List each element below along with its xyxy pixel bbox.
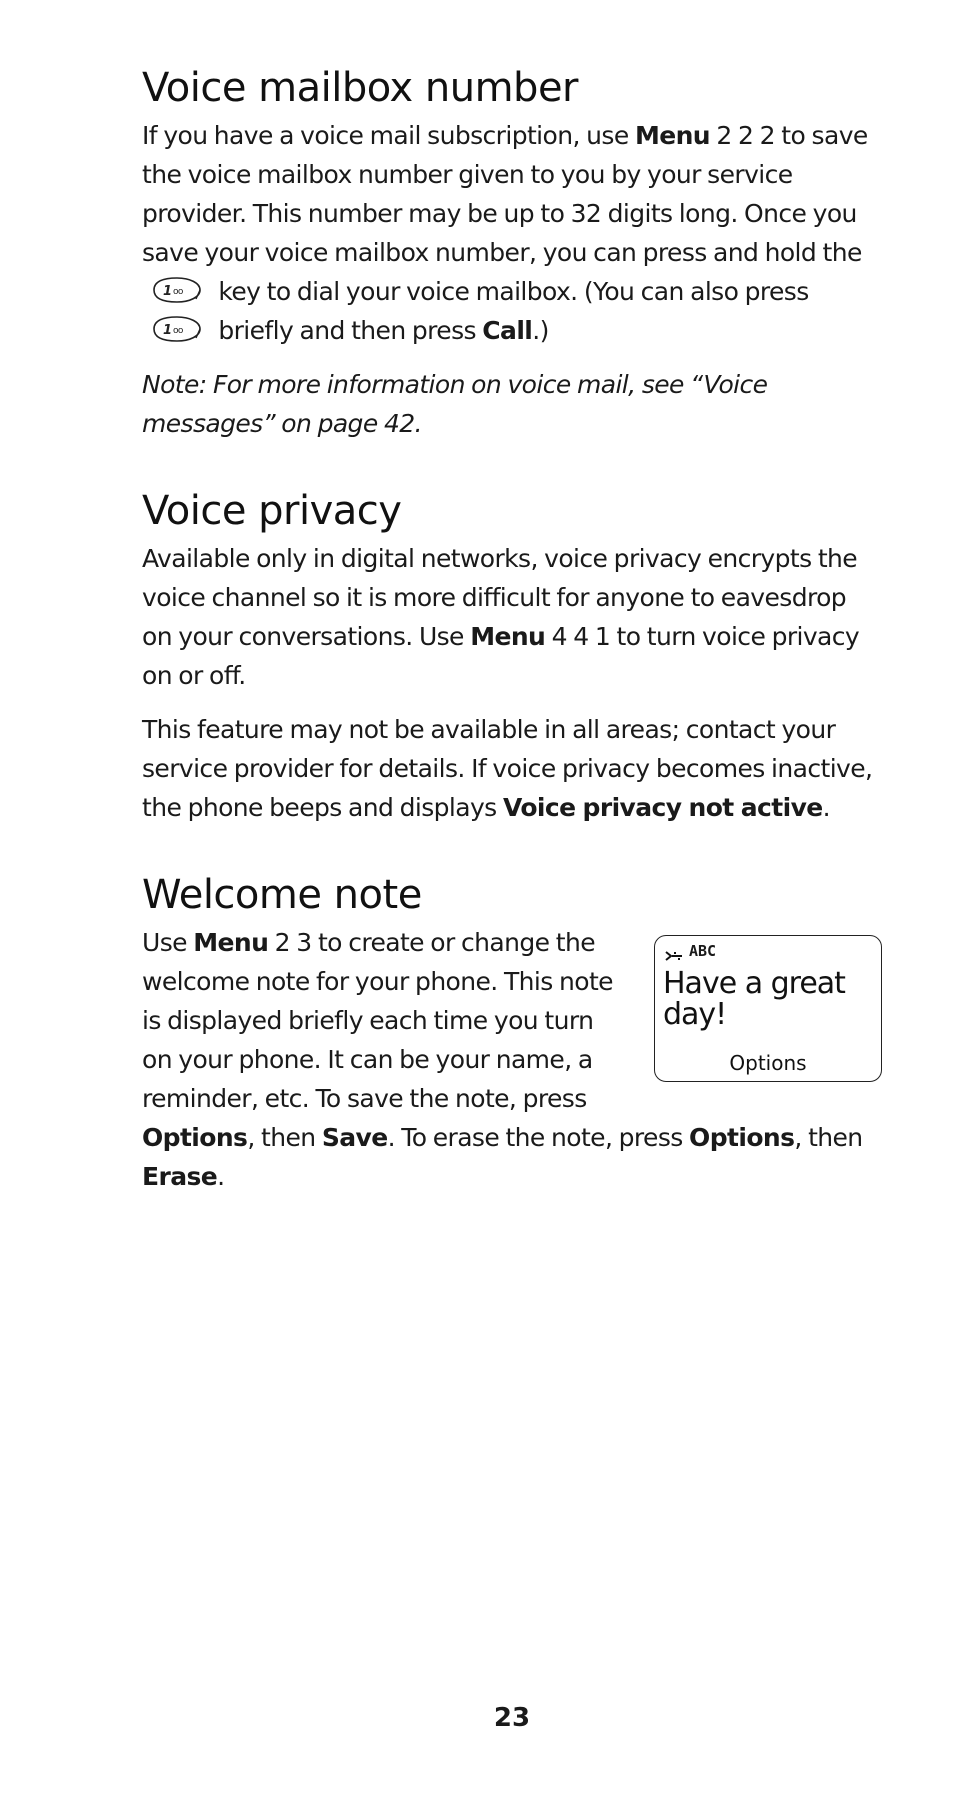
welcome-note-heading: Welcome note: [142, 872, 422, 918]
voicemail-key-icon: [150, 314, 204, 344]
key-digit: 1: [163, 323, 172, 338]
welcome-message-display: Have a great day!: [663, 966, 845, 1032]
menu-keyword: Menu: [470, 622, 546, 651]
voice-privacy-paragraph-1: Available only in digital networks, voice privacy encrypts the voice channel so it is more difficult for anyone to eavesdrop on your conversations. Use Menu 4 4 1 to turn voice privacy on or off.: [142, 544, 860, 690]
menu-keyword: Menu: [634, 121, 710, 150]
voice-mailbox-section: [142, 60, 882, 443]
welcome-note-paragraph: Use Menu 2 3 to create or change the welcome note for your phone. This note is displayed briefly each time you turn on your phone. It can be your name, a reminder, etc. To save the note, press Options, then Save. To erase the note, press Options, then Erase.: [142, 928, 863, 1191]
voice-privacy-section: [142, 483, 882, 827]
welcome-note-content: [142, 923, 882, 1196]
svg-text:oo: oo: [173, 287, 183, 297]
voicemail-key-icon: [150, 275, 204, 305]
welcome-note-section: [142, 867, 882, 1196]
voice-privacy-paragraph-2: This feature may not be available in all areas; contact your service provider for details. If voice privacy becomes inactive, the phone beeps and displays Voice privacy not active.: [142, 715, 873, 822]
page-number: 23: [493, 1703, 531, 1733]
voice-privacy-heading: Voice privacy: [142, 488, 402, 534]
phone-status-bar: [665, 942, 716, 960]
signal-icon: [665, 947, 683, 957]
manual-page: [142, 60, 882, 1211]
input-mode-indicator: ABC: [689, 942, 717, 960]
svg-text:oo: oo: [173, 326, 183, 336]
phone-display-illustration: [654, 935, 882, 1082]
key-digit: 1: [163, 284, 172, 299]
erase-keyword: Erase: [142, 1162, 218, 1191]
options-softkey: Options: [729, 1051, 807, 1075]
voice-mailbox-paragraph: If you have a voice mail subscription, use Menu 2 2 2 to save the voice mailbox number given to you by your service provider. This number may be up to 32 digits long. Once you save your voice mailbox number, you can press and hold the 1 oo key to dial your voice mailbox. (You can also press 1 oo briefly and then press Call.): [142, 121, 868, 345]
save-keyword: Save: [321, 1123, 388, 1152]
voice-mail-note: Note: For more information on voice mail, see “Voice messages” on page 42.: [142, 370, 768, 438]
menu-keyword: Menu: [193, 928, 269, 957]
options-keyword: Options: [142, 1123, 248, 1152]
voice-privacy-status-text: Voice privacy not active: [502, 793, 823, 822]
options-keyword: Options: [689, 1123, 795, 1152]
call-keyword: Call: [482, 316, 533, 345]
voice-mailbox-heading: Voice mailbox number: [142, 65, 578, 111]
